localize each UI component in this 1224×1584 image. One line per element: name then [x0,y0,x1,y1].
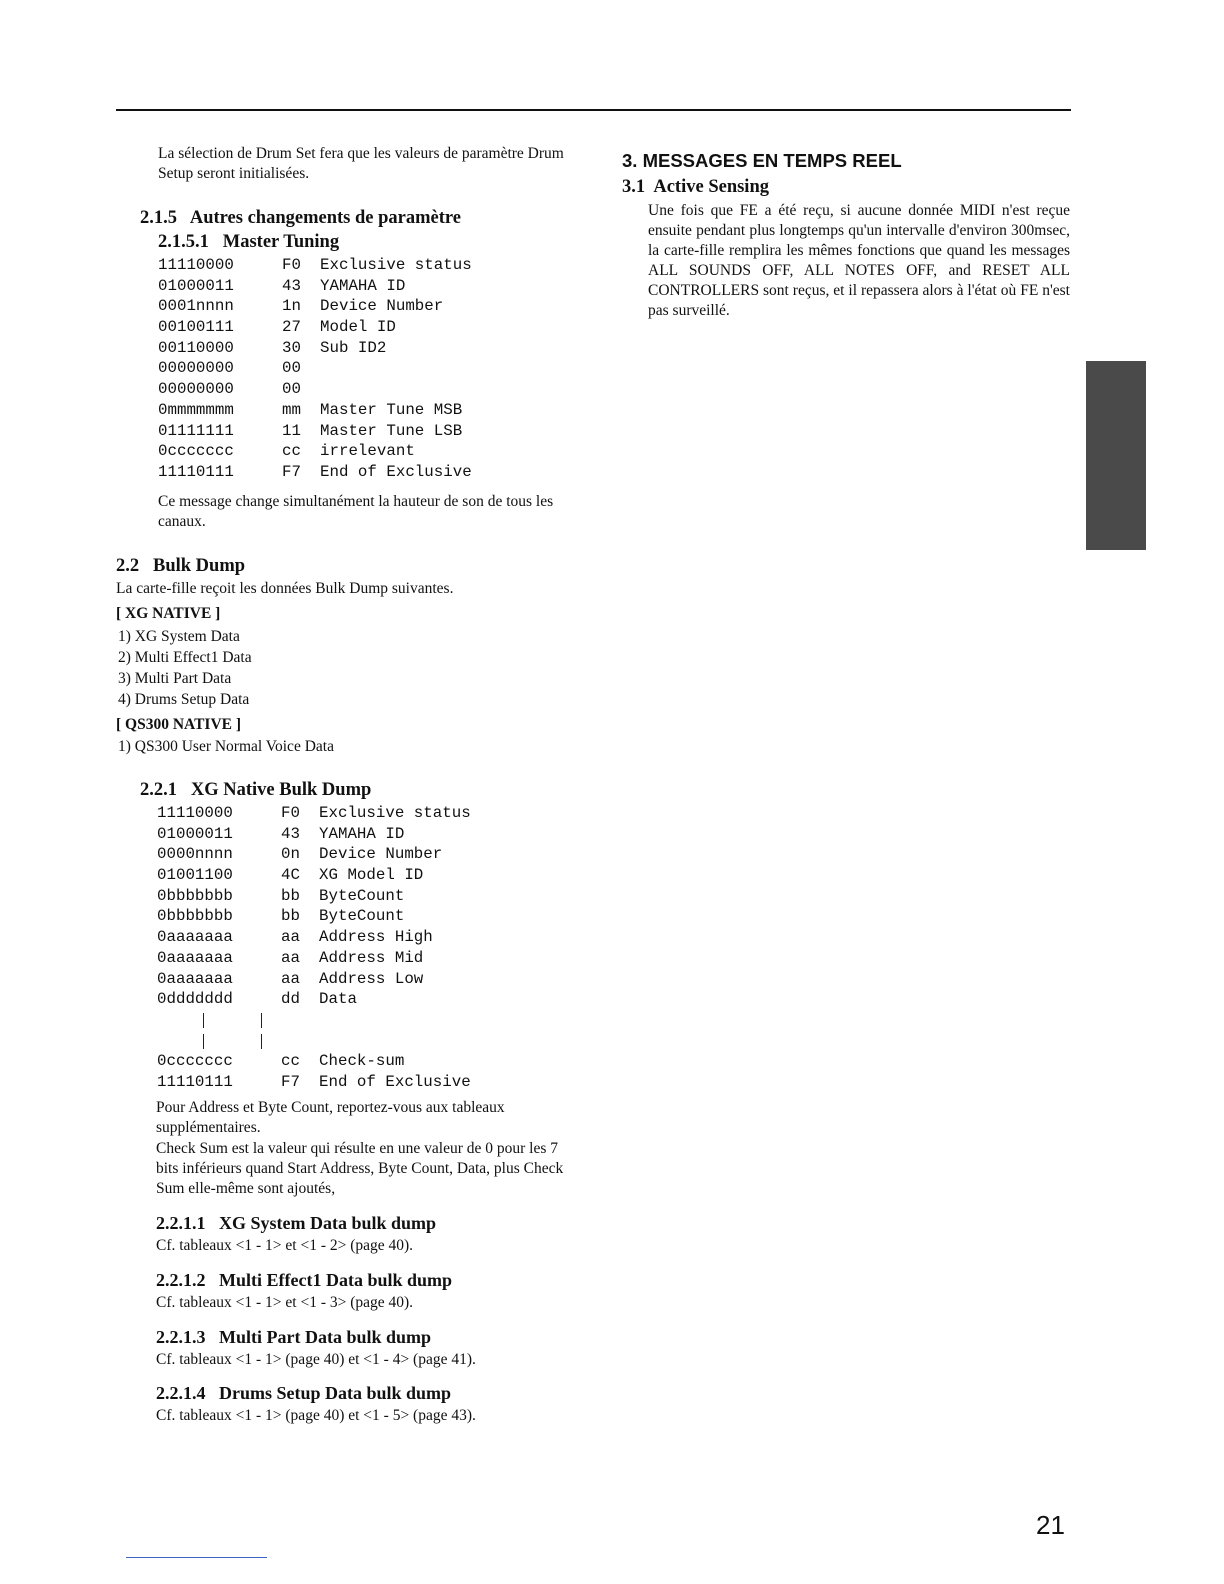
active-sensing-paragraph: Une fois que FE a été reçu, si aucune donnée MIDI n'est reçue ensuite pendant plus longtemps qu'un intervalle d'environ 300msec, la carte-fille remplira les mêmes fonctions que quand les messages ALL SOUNDS OFF, ALL NOTES OFF, and RESET ALL CONTROLLERS sont reçus, et il repassera alors à l'état où FE n'est pas surveillé. [648,202,1070,319]
heading-number: 2.2.1 [140,780,177,800]
continuation-marks [157,1031,471,1052]
xg-native-list [118,626,252,710]
table-row: 0mmmmmmm mm Master Tune MSB [158,400,463,419]
heading-2-1-5-1 [158,230,339,254]
table-row: 01000011 43 YAMAHA ID [158,276,406,295]
table-row: 00000000 00 [158,359,301,378]
list-item: 4) Drums Setup Data [118,691,250,708]
table-row: 11110111 F7 End of Exclusive [157,1072,471,1091]
master-tuning-note: Ce message change simultanément la hauteur de son de tous les canaux. [158,493,554,530]
table-row: 0ccccccc cc Check-sum [157,1052,405,1071]
heading-2-2 [116,554,245,578]
table-row: 01001100 4C XG Model ID [157,866,424,885]
heading-number: 2.2.1.3 [156,1327,206,1347]
heading-2-2-1-2 [156,1269,452,1292]
table-row: 0aaaaaaa aa Address High [157,928,433,947]
table-row: 0ddddddd dd Data [157,990,357,1009]
heading-number: 2.2 [116,556,140,576]
bulk-note-checksum: Check Sum est la valeur qui résulte en une valeur de 0 pour les 7 bits inférieurs quand Start Address, Byte Count, Data, plus Check Sum elle-même sont ajoutés, [156,1140,564,1197]
continuation-bar [261,1013,262,1028]
heading-2-1-5 [140,206,461,230]
page-number: 21 [1036,1510,1065,1540]
heading-2-2-1-1 [156,1212,436,1235]
table-row: 01000011 43 YAMAHA ID [157,824,405,843]
qs300-native-list [118,736,334,757]
section-tab-marker [1086,361,1146,550]
heading-title: XG Native Bulk Dump [190,780,372,800]
list-item: 2) Multi Effect1 Data [118,649,252,666]
heading-title: Bulk Dump [153,556,246,576]
table-row: 0001nnnn 1n Device Number [158,297,444,316]
bottom-edge-line [126,1557,267,1558]
heading-number: 2.2.1.1 [156,1213,206,1233]
heading-title: Multi Effect1 Data bulk dump [219,1270,453,1290]
continuation-bar [203,1034,204,1049]
heading-2-2-1-4 [156,1382,451,1405]
heading-title: Drums Setup Data bulk dump [219,1383,452,1403]
list-item: 3) Multi Part Data [118,670,232,687]
heading-title: Autres changements de paramètre [189,208,461,228]
bulk-dump-intro: La carte-fille reçoit les données Bulk Dump suivantes. [116,580,454,597]
heading-title: Active Sensing [653,177,769,197]
table-row: 0bbbbbbb bb ByteCount [157,907,405,926]
bulk-note-address: Pour Address et Byte Count, reportez-vous aux tableaux supplémentaires. [156,1099,505,1136]
list-item: 1) QS300 User Normal Voice Data [118,738,334,755]
reference-text: Cf. tableaux <1 - 1> (page 40) et <1 - 4> (page 41). [156,1351,476,1368]
heading-title: Multi Part Data bulk dump [219,1327,432,1347]
list-item: 1) XG System Data [118,628,240,645]
heading-2-2-1 [140,778,371,802]
table-row: 00110000 30 Sub ID2 [158,338,387,357]
qs300-native-label: [ QS300 NATIVE ] [116,716,242,733]
table-row: 0bbbbbbb bb ByteCount [157,886,405,905]
table-row: 0ccccccc cc irrelevant [158,442,415,461]
heading-number: 2.2.1.2 [156,1270,206,1290]
table-row: 11110000 F0 Exclusive status [158,256,472,274]
continuation-marks [157,1010,471,1031]
master-tuning-message-table [158,255,472,483]
heading-2-2-1-3 [156,1326,431,1349]
table-row: 0000nnnn 0n Device Number [157,845,443,864]
table-row: 0aaaaaaa aa Address Low [157,969,424,988]
heading-3-messages-temps-reel: 3. MESSAGES EN TEMPS REEL [622,150,902,171]
heading-number: 2.1.5 [140,208,177,228]
reference-text: Cf. tableaux <1 - 1> et <1 - 2> (page 40). [156,1237,414,1254]
reference-text: Cf. tableaux <1 - 1> et <1 - 3> (page 40). [156,1294,414,1311]
table-row: 00100111 27 Model ID [158,318,396,337]
xg-bulk-dump-message-table [157,803,471,1093]
continuation-bar [203,1013,204,1028]
continuation-bar [261,1034,262,1049]
xg-native-label: [ XG NATIVE ] [116,605,221,622]
heading-number: 2.1.5.1 [158,232,209,252]
table-row: 11110111 F7 End of Exclusive [158,462,472,481]
intro-paragraph: La sélection de Drum Set fera que les valeurs de paramètre Drum Setup seront initialisées. [158,145,564,182]
heading-3-1 [622,175,769,199]
reference-text: Cf. tableaux <1 - 1> (page 40) et <1 - 5> (page 43). [156,1407,476,1424]
table-row: 01111111 11 Master Tune LSB [158,421,463,440]
table-row: 0aaaaaaa aa Address Mid [157,948,424,967]
table-row: 00000000 00 [158,380,301,399]
heading-number: 2.2.1.4 [156,1383,206,1403]
table-row: 11110000 F0 Exclusive status [157,804,471,822]
heading-title: XG System Data bulk dump [219,1213,437,1233]
heading-title: Master Tuning [222,232,340,252]
top-rule [116,109,1071,111]
heading-number: 3.1 [622,177,646,197]
